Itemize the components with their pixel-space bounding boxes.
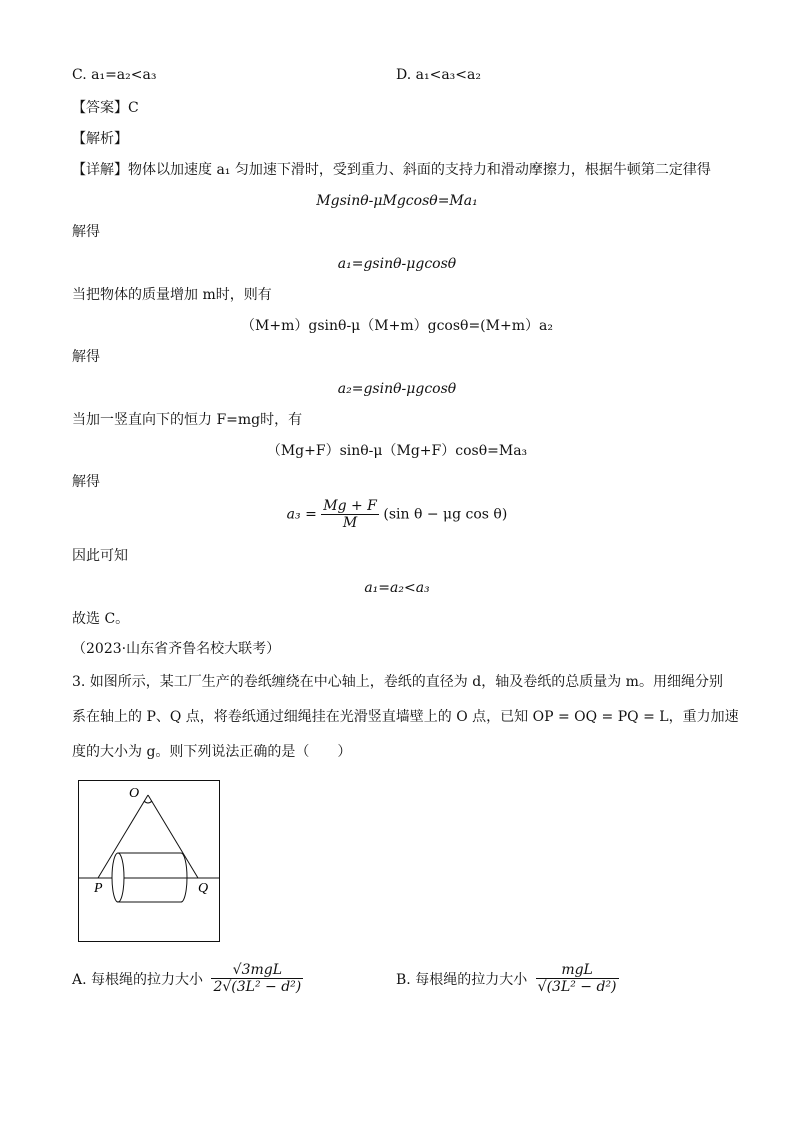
paper-roll-figure xyxy=(78,780,220,942)
cylinder-front-face xyxy=(112,853,124,902)
option-b-fraction xyxy=(536,962,619,995)
therefore-text: 因此可知 xyxy=(72,548,128,564)
option-a[interactable] xyxy=(72,962,303,995)
label-q: Q xyxy=(198,881,209,896)
option-d-prev: D. a₁<a₃<a₂ xyxy=(396,67,481,83)
equation-6 xyxy=(0,498,794,531)
option-c-prev: C. a₁=a₂<a₃ xyxy=(72,67,157,83)
question-3-line-1: 3. 如图所示，某工厂生产的卷纸缠绕在中心轴上，卷纸的直径为 d，轴及卷纸的总质量为 m。用细绳分别 xyxy=(72,674,723,690)
equation-2: a₁=gsinθ-μgcosθ xyxy=(337,256,457,272)
equation-6-numerator: Mg + F xyxy=(323,498,377,514)
solve-label-2: 解得 xyxy=(72,349,100,365)
label-o: O xyxy=(129,786,140,801)
solve-label-3: 解得 xyxy=(72,474,100,490)
question-3-line-2: 系在轴上的 P、Q 点，将卷纸通过细绳挂在光滑竖直墙壁上的 O 点，已知 OP = OQ = PQ = L，重力加速 xyxy=(72,709,739,725)
equation-6-rhs: (sin θ − μg cos θ) xyxy=(383,506,508,523)
option-a-denominator: 2√(3L² − d²) xyxy=(213,979,302,995)
option-a-fraction xyxy=(211,962,303,995)
answer-line: 【答案】C xyxy=(72,100,139,116)
equation-6-fraction xyxy=(321,498,379,531)
solve-label-1: 解得 xyxy=(72,224,100,240)
angle-mark xyxy=(144,801,152,803)
figure-frame xyxy=(79,781,220,942)
equation-4: a₂=gsinθ-μgcosθ xyxy=(337,381,457,397)
equation-3: （M+m）gsinθ-μ（M+m）gcosθ=(M+m）a₂ xyxy=(241,318,553,334)
question-3-line-3: 度的大小为 g。则下列说法正确的是（ ） xyxy=(72,744,352,760)
paper-roll-diagram xyxy=(78,780,220,942)
equation-5: （Mg+F）sinθ-μ（Mg+F）cosθ=Ma₃ xyxy=(266,443,528,459)
force-text: 当加一竖直向下的恒力 F=mg时，有 xyxy=(72,412,303,428)
mass-increase-text: 当把物体的质量增加 m时，则有 xyxy=(72,287,272,303)
option-b-denominator: √(3L² − d²) xyxy=(537,979,617,995)
option-b-label: B. 每根绳的拉力大小 xyxy=(396,971,528,988)
equation-7: a₁=a₂<a₃ xyxy=(364,580,430,596)
equation-1: Mgsinθ-μMgcosθ=Ma₁ xyxy=(316,193,478,209)
source-label: （2023·山东省齐鲁名校大联考） xyxy=(72,641,281,657)
choose-text: 故选 C。 xyxy=(72,611,130,627)
label-p: P xyxy=(94,881,103,896)
equation-6-lhs: a₃ = xyxy=(286,506,317,523)
option-a-numerator: √3mgL xyxy=(211,962,303,979)
rope-oq xyxy=(148,795,198,878)
option-a-label: A. 每根绳的拉力大小 xyxy=(72,971,204,988)
detail-text: 【详解】物体以加速度 a₁ 匀加速下滑时，受到重力、斜面的支持力和滑动摩擦力，根据牛顿第二定律得 xyxy=(72,162,711,178)
equation-6-denominator: M xyxy=(342,515,358,531)
analysis-tag: 【解析】 xyxy=(72,131,128,147)
option-b[interactable] xyxy=(396,962,619,995)
option-b-numerator: mgL xyxy=(536,962,619,979)
